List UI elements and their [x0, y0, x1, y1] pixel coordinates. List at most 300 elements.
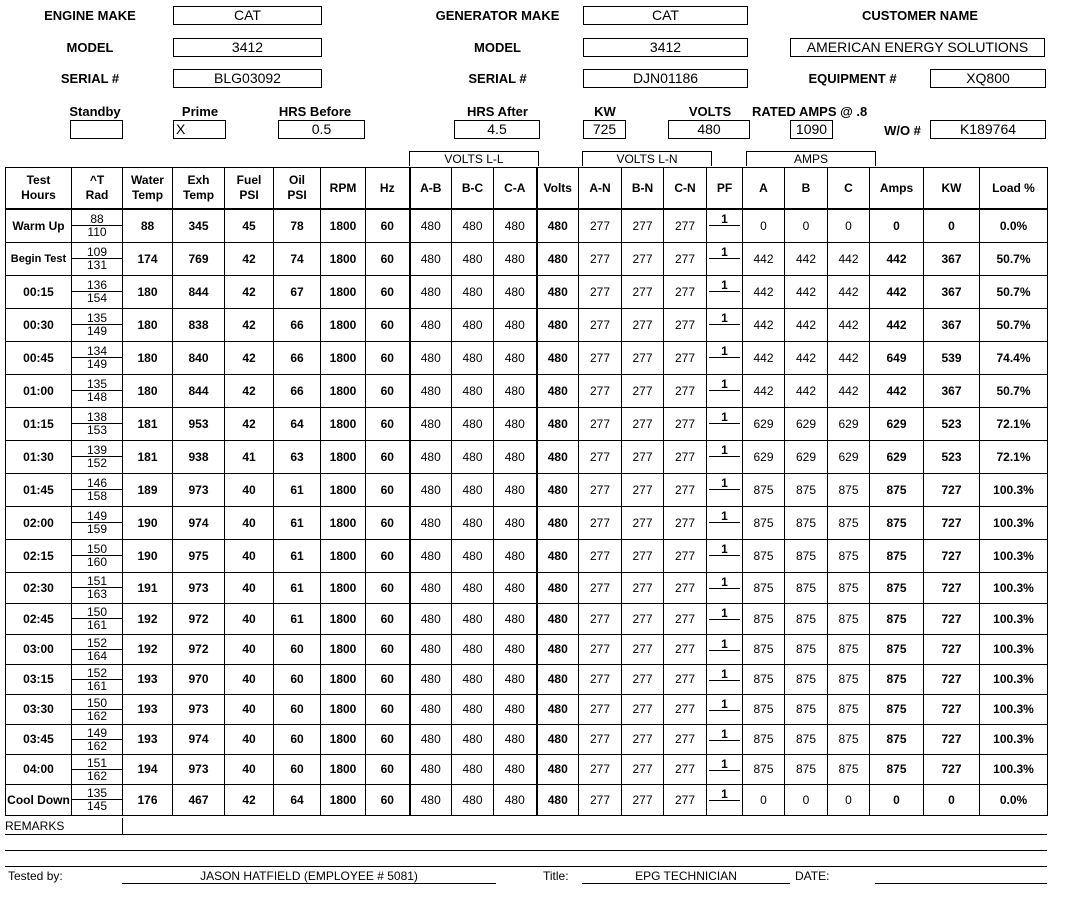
oil-psi-cell: 60 [274, 724, 321, 754]
col-dt-rad: ^T Rad [72, 168, 123, 210]
bn-cell: 277 [622, 572, 664, 603]
an-cell: 277 [579, 664, 622, 694]
hrs-after-field[interactable]: 4.5 [454, 120, 540, 139]
customer-name-field[interactable]: AMERICAN ENERGY SOLUTIONS [790, 38, 1045, 57]
rad-cell [72, 341, 123, 374]
ca-cell: 480 [494, 539, 537, 572]
amp-a-cell: 442 [743, 275, 785, 308]
fuel-psi-cell: 40 [225, 694, 274, 724]
title-label: Title: [543, 869, 569, 883]
cn-cell: 277 [664, 275, 707, 308]
volts-cell: 480 [537, 754, 579, 784]
an-cell: 277 [579, 275, 622, 308]
rad-out-value: 162 [86, 768, 108, 783]
col-exh-temp: Exh Temp [173, 168, 225, 210]
table-row [6, 603, 1048, 634]
fuel-psi-cell: 42 [225, 308, 274, 341]
ca-cell: 480 [494, 664, 537, 694]
amp-c-cell: 875 [828, 539, 870, 572]
load-cell: 50.7% [980, 242, 1048, 275]
volts-cell: 480 [537, 572, 579, 603]
table-row [6, 664, 1048, 694]
ab-cell: 480 [410, 374, 452, 407]
bn-cell: 277 [622, 407, 664, 440]
col-cn: C-N [664, 168, 707, 210]
ca-cell: 480 [494, 374, 537, 407]
load-cell: 100.3% [980, 473, 1048, 506]
water-temp-cell: 190 [123, 506, 173, 539]
engine-model-label: MODEL [66, 40, 114, 55]
fuel-psi-cell: 42 [225, 784, 274, 815]
amp-a-cell: 0 [743, 209, 785, 242]
volts-field[interactable]: 480 [668, 120, 750, 139]
pf-cell [707, 407, 743, 440]
rpm-cell: 1800 [321, 784, 366, 815]
volts-cell: 480 [537, 784, 579, 815]
volts-cell: 480 [537, 341, 579, 374]
ca-cell: 480 [494, 275, 537, 308]
pf-value: 1 [721, 726, 728, 741]
pf-cell [707, 209, 743, 242]
col-kw: KW [924, 168, 980, 210]
kw-cell: 727 [924, 664, 980, 694]
amps-total-cell: 875 [870, 754, 924, 784]
cn-cell: 277 [664, 506, 707, 539]
amp-b-cell: 875 [785, 664, 828, 694]
amp-a-cell: 442 [743, 242, 785, 275]
test-hour-cell: 02:30 [6, 572, 72, 603]
table-row [6, 754, 1048, 784]
hz-cell: 60 [366, 473, 410, 506]
ca-cell: 480 [494, 473, 537, 506]
exh-temp-cell: 972 [173, 603, 225, 634]
amp-c-cell: 442 [828, 242, 870, 275]
engine-serial-field[interactable]: BLG03092 [173, 69, 322, 88]
rad-in-value: 136 [72, 279, 122, 292]
rad-out-value: 161 [86, 618, 108, 632]
bn-cell: 277 [622, 308, 664, 341]
rad-out-value: 160 [86, 555, 108, 569]
pf-value: 1 [721, 636, 728, 651]
amp-b-cell: 875 [785, 694, 828, 724]
rpm-cell: 1800 [321, 603, 366, 634]
rpm-cell: 1800 [321, 374, 366, 407]
rad-in-value: 138 [72, 411, 122, 424]
fuel-psi-cell: 42 [225, 275, 274, 308]
standby-label: Standby [69, 104, 121, 119]
rad-out-value: 164 [86, 648, 108, 663]
an-cell: 277 [579, 506, 622, 539]
amp-c-cell: 442 [828, 275, 870, 308]
rpm-cell: 1800 [321, 473, 366, 506]
oil-psi-cell: 64 [274, 407, 321, 440]
rad-in-value: 109 [72, 246, 122, 259]
table-row [6, 275, 1048, 308]
cn-cell: 277 [664, 374, 707, 407]
rated-amps-field[interactable]: 1090 [790, 120, 833, 139]
exh-temp-cell: 953 [173, 407, 225, 440]
pf-value: 1 [721, 409, 728, 424]
rad-cell [72, 473, 123, 506]
load-cell: 72.1% [980, 440, 1048, 473]
pf-value: 1 [721, 442, 728, 457]
rad-in-value: 151 [72, 757, 122, 770]
ab-cell: 480 [410, 506, 452, 539]
amp-b-cell: 875 [785, 634, 828, 664]
pf-value: 1 [721, 475, 728, 490]
amp-b-cell: 875 [785, 473, 828, 506]
exh-temp-cell: 970 [173, 664, 225, 694]
bc-cell: 480 [452, 634, 494, 664]
bn-cell: 277 [622, 664, 664, 694]
water-temp-cell: 190 [123, 539, 173, 572]
wo-label: W/O # [884, 123, 921, 138]
pf-value: 1 [721, 541, 728, 556]
exh-temp-cell: 938 [173, 440, 225, 473]
pf-value: 1 [721, 605, 728, 620]
table-row [6, 473, 1048, 506]
pf-underline [709, 588, 740, 589]
an-cell: 277 [579, 784, 622, 815]
cn-cell: 277 [664, 539, 707, 572]
remarks-label: REMARKS [5, 818, 123, 834]
oil-psi-cell: 61 [274, 603, 321, 634]
bn-cell: 277 [622, 634, 664, 664]
amps-total-cell: 649 [870, 341, 924, 374]
ab-cell: 480 [410, 634, 452, 664]
table-row [6, 572, 1048, 603]
bc-cell: 480 [452, 694, 494, 724]
an-cell: 277 [579, 341, 622, 374]
amp-b-cell: 0 [785, 209, 828, 242]
rpm-cell: 1800 [321, 308, 366, 341]
load-cell: 74.4% [980, 341, 1048, 374]
prime-field[interactable]: X [173, 120, 226, 139]
test-hour-cell: Cool Down [6, 784, 72, 815]
an-cell: 277 [579, 440, 622, 473]
date-label: DATE: [795, 869, 830, 883]
hrs-before-label: HRS Before [278, 104, 352, 119]
bn-cell: 277 [622, 784, 664, 815]
amps-total-cell: 875 [870, 724, 924, 754]
bc-cell: 480 [452, 407, 494, 440]
an-cell: 277 [579, 209, 622, 242]
rad-cell [72, 694, 123, 724]
rpm-cell: 1800 [321, 664, 366, 694]
hrs-before-field[interactable]: 0.5 [278, 120, 365, 139]
test-hour-cell: 03:30 [6, 694, 72, 724]
pf-underline [709, 291, 740, 292]
bn-cell: 277 [622, 242, 664, 275]
table-row [6, 242, 1048, 275]
amps-total-cell: 629 [870, 407, 924, 440]
amps-group-header: AMPS [746, 151, 876, 166]
volts-cell: 480 [537, 242, 579, 275]
hz-cell: 60 [366, 754, 410, 784]
rad-in-value: 149 [72, 727, 122, 740]
ca-cell: 480 [494, 209, 537, 242]
rpm-cell: 1800 [321, 275, 366, 308]
bc-cell: 480 [452, 308, 494, 341]
exh-temp-cell: 973 [173, 694, 225, 724]
amp-b-cell: 875 [785, 724, 828, 754]
wo-field[interactable]: K189764 [930, 120, 1046, 139]
an-cell: 277 [579, 539, 622, 572]
exh-temp-cell: 973 [173, 473, 225, 506]
standby-field[interactable] [70, 120, 123, 139]
load-cell: 100.3% [980, 694, 1048, 724]
amp-c-cell: 875 [828, 473, 870, 506]
generator-make-field[interactable]: CAT [583, 6, 748, 25]
rad-in-value: 152 [72, 637, 122, 650]
tested-by-field[interactable]: JASON HATFIELD (EMPLOYEE # 5081) [122, 869, 496, 884]
table-row [6, 440, 1048, 473]
pf-underline [709, 324, 740, 325]
ca-cell: 480 [494, 341, 537, 374]
rad-in-value: 150 [72, 606, 122, 619]
amps-total-cell: 875 [870, 694, 924, 724]
bc-cell: 480 [452, 664, 494, 694]
pf-cell [707, 506, 743, 539]
col-an: A-N [579, 168, 622, 210]
ca-cell: 480 [494, 784, 537, 815]
date-field[interactable] [875, 869, 1047, 884]
ca-cell: 480 [494, 634, 537, 664]
amp-c-cell: 0 [828, 209, 870, 242]
remarks-line-1 [5, 834, 1047, 835]
rad-in-value: 88 [72, 213, 122, 226]
kw-cell: 727 [924, 694, 980, 724]
bn-cell: 277 [622, 539, 664, 572]
pf-underline [709, 680, 740, 681]
oil-psi-cell: 67 [274, 275, 321, 308]
remarks-line-2 [5, 850, 1047, 851]
cn-cell: 277 [664, 754, 707, 784]
ab-cell: 480 [410, 275, 452, 308]
exh-temp-cell: 838 [173, 308, 225, 341]
test-hour-cell: 02:45 [6, 603, 72, 634]
rpm-cell: 1800 [321, 341, 366, 374]
amp-c-cell: 875 [828, 724, 870, 754]
cn-cell: 277 [664, 473, 707, 506]
amp-a-cell: 875 [743, 634, 785, 664]
amp-c-cell: 442 [828, 341, 870, 374]
pf-value: 1 [721, 244, 728, 259]
engine-serial-label: SERIAL # [60, 71, 120, 86]
amp-b-cell: 0 [785, 784, 828, 815]
ab-cell: 480 [410, 341, 452, 374]
rad-in-value: 150 [72, 697, 122, 710]
rpm-cell: 1800 [321, 407, 366, 440]
load-cell: 100.3% [980, 634, 1048, 664]
pf-underline [709, 357, 740, 358]
rad-out-value: 163 [86, 587, 108, 601]
volts-cell: 480 [537, 506, 579, 539]
amps-total-cell: 442 [870, 275, 924, 308]
bn-cell: 277 [622, 473, 664, 506]
cn-cell: 277 [664, 784, 707, 815]
col-a: A [743, 168, 785, 210]
amp-b-cell: 875 [785, 572, 828, 603]
rad-out-value: 149 [86, 324, 108, 338]
ab-cell: 480 [410, 407, 452, 440]
pf-cell [707, 539, 743, 572]
rad-in-value: 139 [72, 444, 122, 457]
pf-underline [709, 800, 740, 801]
equipment-field[interactable]: XQ800 [930, 69, 1046, 88]
ab-cell: 480 [410, 754, 452, 784]
rad-out-value: 153 [86, 423, 108, 437]
amps-total-cell: 0 [870, 784, 924, 815]
bc-cell: 480 [452, 275, 494, 308]
fuel-psi-cell: 40 [225, 473, 274, 506]
water-temp-cell: 180 [123, 341, 173, 374]
kw-cell: 727 [924, 754, 980, 784]
test-hour-cell: 03:45 [6, 724, 72, 754]
kw-cell: 367 [924, 275, 980, 308]
fuel-psi-cell: 42 [225, 374, 274, 407]
bn-cell: 277 [622, 754, 664, 784]
kw-cell: 727 [924, 539, 980, 572]
pf-value: 1 [721, 343, 728, 358]
an-cell: 277 [579, 473, 622, 506]
generator-serial-field[interactable]: DJN01186 [583, 69, 748, 88]
hz-cell: 60 [366, 374, 410, 407]
load-cell: 100.3% [980, 539, 1048, 572]
amp-c-cell: 875 [828, 506, 870, 539]
amp-c-cell: 442 [828, 374, 870, 407]
bc-cell: 480 [452, 724, 494, 754]
test-hour-cell: 02:15 [6, 539, 72, 572]
kw-cell: 523 [924, 440, 980, 473]
engine-model-field[interactable]: 3412 [173, 38, 322, 57]
title-field[interactable]: EPG TECHNICIAN [582, 869, 790, 884]
hz-cell: 60 [366, 242, 410, 275]
pf-cell [707, 603, 743, 634]
hz-cell: 60 [366, 308, 410, 341]
cn-cell: 277 [664, 209, 707, 242]
rad-cell [72, 374, 123, 407]
pf-cell [707, 308, 743, 341]
rad-out-value: 162 [86, 708, 108, 723]
test-hour-cell: 03:15 [6, 664, 72, 694]
pf-underline [709, 225, 740, 226]
kw-cell: 367 [924, 308, 980, 341]
pf-underline [709, 770, 740, 771]
amp-a-cell: 875 [743, 506, 785, 539]
test-hour-cell: 01:15 [6, 407, 72, 440]
rad-cell [72, 506, 123, 539]
rad-in-value: 150 [72, 543, 122, 556]
col-volts: Volts [537, 168, 579, 210]
amp-b-cell: 875 [785, 603, 828, 634]
bc-cell: 480 [452, 506, 494, 539]
exh-temp-cell: 769 [173, 242, 225, 275]
amp-c-cell: 875 [828, 603, 870, 634]
cn-cell: 277 [664, 694, 707, 724]
rad-cell [72, 308, 123, 341]
volts-ln-group-header: VOLTS L-N [582, 151, 712, 166]
generator-model-field[interactable]: 3412 [583, 38, 748, 57]
amp-c-cell: 629 [828, 407, 870, 440]
col-ca: C-A [494, 168, 537, 210]
equipment-label: EQUIPMENT # [808, 71, 897, 86]
fuel-psi-cell: 40 [225, 572, 274, 603]
col-b: B [785, 168, 828, 210]
kw-field[interactable]: 725 [583, 120, 626, 139]
ab-cell: 480 [410, 784, 452, 815]
rad-cell [72, 539, 123, 572]
ab-cell: 480 [410, 242, 452, 275]
fuel-psi-cell: 45 [225, 209, 274, 242]
engine-make-field[interactable]: CAT [173, 6, 322, 25]
volts-ll-group-header: VOLTS L-L [409, 151, 539, 166]
rad-cell [72, 242, 123, 275]
cn-cell: 277 [664, 308, 707, 341]
ab-cell: 480 [410, 694, 452, 724]
amp-a-cell: 629 [743, 407, 785, 440]
oil-psi-cell: 61 [274, 572, 321, 603]
remarks-line-3 [5, 866, 1047, 867]
amp-a-cell: 875 [743, 724, 785, 754]
water-temp-cell: 189 [123, 473, 173, 506]
amps-total-cell: 0 [870, 209, 924, 242]
bn-cell: 277 [622, 209, 664, 242]
volts-cell: 480 [537, 209, 579, 242]
pf-cell [707, 634, 743, 664]
rad-cell [72, 634, 123, 664]
water-temp-cell: 88 [123, 209, 173, 242]
water-temp-cell: 192 [123, 634, 173, 664]
ab-cell: 480 [410, 724, 452, 754]
hz-cell: 60 [366, 634, 410, 664]
rad-in-value: 134 [72, 345, 122, 358]
fuel-psi-cell: 42 [225, 242, 274, 275]
exh-temp-cell: 975 [173, 539, 225, 572]
bc-cell: 480 [452, 754, 494, 784]
rad-out-value: 154 [86, 291, 108, 305]
pf-value: 1 [721, 756, 728, 771]
bc-cell: 480 [452, 440, 494, 473]
pf-cell [707, 754, 743, 784]
rad-in-value: 149 [72, 510, 122, 523]
rad-out-value: 152 [86, 456, 108, 470]
hz-cell: 60 [366, 603, 410, 634]
ca-cell: 480 [494, 724, 537, 754]
col-test-hours: Test Hours [6, 168, 72, 210]
amp-c-cell: 442 [828, 308, 870, 341]
load-cell: 100.3% [980, 603, 1048, 634]
kw-cell: 0 [924, 209, 980, 242]
col-c: C [828, 168, 870, 210]
amp-a-cell: 442 [743, 341, 785, 374]
pf-underline [709, 740, 740, 741]
pf-underline [709, 522, 740, 523]
an-cell: 277 [579, 603, 622, 634]
ca-cell: 480 [494, 572, 537, 603]
engine-make-label: ENGINE MAKE [44, 8, 136, 23]
kw-cell: 367 [924, 374, 980, 407]
exh-temp-cell: 973 [173, 572, 225, 603]
volts-label: VOLTS [688, 104, 732, 119]
pf-underline [709, 650, 740, 651]
fuel-psi-cell: 41 [225, 440, 274, 473]
volts-cell: 480 [537, 634, 579, 664]
oil-psi-cell: 64 [274, 784, 321, 815]
col-water-temp: Water Temp [123, 168, 173, 210]
test-hour-cell: 00:15 [6, 275, 72, 308]
fuel-psi-cell: 40 [225, 724, 274, 754]
